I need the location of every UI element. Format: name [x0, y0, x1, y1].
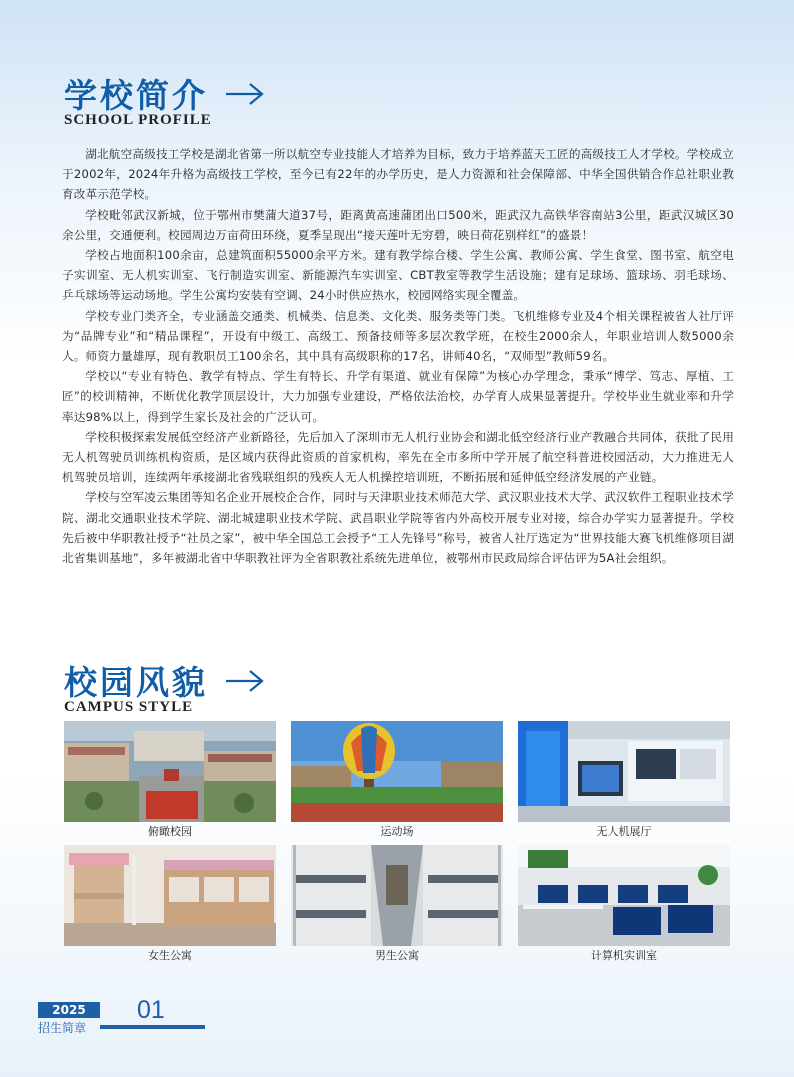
- photo-card: [518, 721, 730, 839]
- photo-caption: 运动场: [380, 825, 414, 838]
- computer-lab-photo: [518, 845, 730, 946]
- drone-hall-photo: [518, 721, 730, 822]
- photo-card: [291, 721, 503, 839]
- aerial-campus-photo: [64, 721, 276, 822]
- hot-air-balloon-photo: [291, 721, 503, 822]
- campus-style-title: 校园风貌: [64, 663, 208, 702]
- arrow-right-icon: [226, 83, 264, 105]
- paragraph: 学校积极探索发展低空经济产业新路径，先后加入了深圳市无人机行业协会和湖北低空经济行业产教融合共同体，获批了民用无人机驾驶员训练机构资质，是区域内获得此资质的首家机构，率先在全市多所中学开展了航空科普进校园活动，大力推进无人机驾驶员培训，连续两年承接湖北省残联组织的残疾人无人机操控培训班，不断拓展和延伸低空经济发展的产业链。: [62, 429, 734, 485]
- page-number: 01: [137, 996, 165, 1024]
- paragraph: 学校毗邻武汉新城，位于鄂州市樊蒲大道37号，距离黄高速蒲团出口500米，距武汉九高铁华容南站3公里，距武汉城区30余公里，交通便利。校园周边万亩荷田环绕，夏季呈现出“接天莲叶无穷碧，映日荷花别样红”的盛景！: [62, 207, 734, 242]
- female-dorm-photo: [64, 845, 276, 946]
- paragraph: 学校占地面积100余亩，总建筑面积55000余平方米。建有教学综合楼、学生公寓、教师公寓、学生食堂、图书室、航空电子实训室、无人机实训室、飞行制造实训室、新能源汽车实训室、CBT教室等教学生活设施；建有足球场、篮球场、羽毛球场、乒乓球场等运动场地。学生公寓均安装有空调、24小时供应热水，校园网络实现全覆盖。: [62, 248, 734, 303]
- photo-card: [64, 845, 276, 963]
- photo-caption: 男生公寓: [375, 949, 419, 962]
- photo-gallery: [64, 721, 730, 963]
- photo-card: [291, 845, 503, 963]
- school-profile-heading: [64, 70, 264, 117]
- campus-style-subtitle: CAMPUS STYLE: [64, 699, 194, 715]
- photo-card: [518, 845, 730, 963]
- paragraph: 学校以“专业有特色、教学有特点、学生有特长、升学有渠道、就业有保障”为核心办学理念，秉承“博学、笃志、厚植、工匠”的校训精神，不断优化教学顶层设计，大力加强专业建设，严格依法治校，办学育人成果显著提升。学校毕业生就业率和升学率达98%以上，得到学生家长及社会的广泛认可。: [62, 369, 734, 424]
- male-dorm-photo: [291, 845, 503, 946]
- paragraph: 学校专业门类齐全，专业涵盖交通类、机械类、信息类、文化类、服务类等门类。飞机维修专业及4个相关课程被省人社厅评为“品牌专业”和“精品课程”，开设有中级工、高级工、预备技师等多层次教学班，在校生2000余人，年职业培训人数5000余人。师资力量雄厚，现有教职员工100余名，其中具有高级职称的17名，讲师40名，“双师型”教师59名。: [62, 308, 734, 364]
- school-profile-title: 学校简介: [64, 76, 208, 115]
- footer-label: 招生简章: [38, 1021, 87, 1035]
- school-profile-text: [62, 144, 734, 568]
- school-profile-subtitle: SCHOOL PROFILE: [64, 112, 212, 128]
- arrow-right-icon: [226, 670, 264, 692]
- footer-divider: [100, 1025, 205, 1029]
- photo-caption: 俯瞰校园: [148, 825, 192, 838]
- footer-year-badge: 2025: [38, 1002, 100, 1018]
- paragraph: 学校与空军凌云集团等知名企业开展校企合作，同时与天津职业技术师范大学、武汉职业技术大学、武汉软件工程职业技术学院、湖北交通职业技术学院、湖北城建职业技术学院、武昌职业学院等省内外高校开展专业对接，综合办学实力显著提升。学校先后被中华职教社授予“社员之家”，被中华全国总工会授予“工人先锋号”称号，被省人社厅选定为“世界技能大赛飞机维修项目湖北省集训基地”，多年被湖北省中华职教社评为全省职教社系统先进单位，被鄂州市民政局综合评估评为5A社会组织。: [62, 490, 734, 566]
- photo-caption: 计算机实训室: [591, 949, 657, 962]
- photo-card: [64, 721, 276, 839]
- campus-style-heading: [64, 657, 264, 704]
- photo-caption: 无人机展厅: [596, 825, 652, 838]
- photo-caption: 女生公寓: [148, 949, 192, 962]
- paragraph: 湖北航空高级技工学校是湖北省第一所以航空专业技能人才培养为目标，致力于培养蓝天工匠的高级技工人才学校。学校成立于2002年，2024年升格为高级技工学校，至今已有22年的办学历史，是人力资源和社会保障部、中华全国供销合作总社职业教育改革示范学校。: [62, 147, 734, 202]
